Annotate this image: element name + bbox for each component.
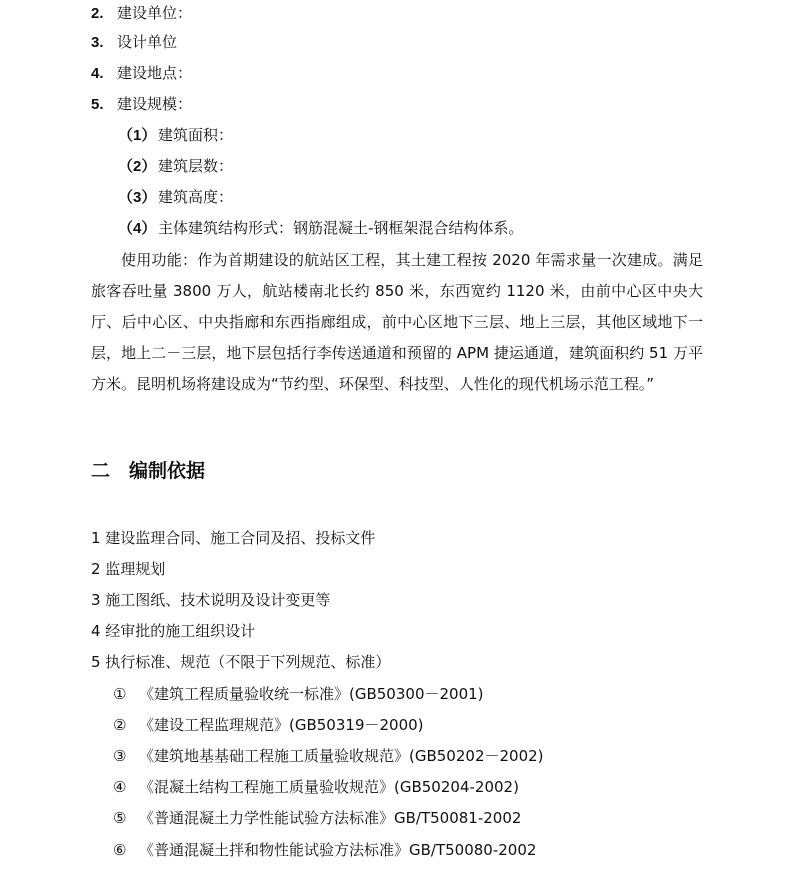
scale-item (118, 187, 233, 208)
circled-number: ⑥ (113, 841, 127, 859)
project-item (91, 3, 192, 24)
standard-item (113, 715, 424, 735)
usage-text: 使用功能：作为首期建设的航站区工程，其土建工程按 2020 年需求量一次建成。满足旅客吞吐量 3800 万人，航站楼南北长约 850 米，东西宽约 1120 米，由前中心区中央大厅、后中心区、中央指廊和东西指廊组成，前中心区地下三层、地上三层，其他区域地下一层，地上二－三层，地下层包括行李传送通道和预留的 APM 捷运通道，建筑面积约 51 万平方米。昆明机场将建设成为“节约型、环保型、科技型、人性化的现代机场示范工程。” (91, 251, 703, 393)
standard-item (113, 777, 519, 797)
item-number: （4） (118, 220, 157, 237)
scale-item (118, 156, 233, 177)
item-label: 建设规模： (117, 95, 193, 113)
item-number: 2. (91, 5, 104, 22)
project-item (91, 94, 192, 115)
item-number: 5. (91, 96, 104, 113)
circled-number: ⑤ (113, 809, 127, 827)
standard-text: 《建筑地基基础工程施工质量验收规范》(GB50202－2002) (139, 747, 544, 765)
standard-item (113, 746, 544, 766)
standard-text: 《普通混凝土力学性能试验方法标准》GB/T50081-2002 (139, 809, 522, 827)
item-label: 建筑层数： (158, 157, 234, 175)
basis-item: 5 执行标准、规范（不限于下列规范、标准） (91, 653, 391, 671)
project-item (91, 32, 177, 53)
circled-number: ④ (113, 778, 127, 796)
item-label: 建设地点： (117, 64, 193, 82)
standard-text: 《建设工程监理规范》(GB50319－2000) (139, 716, 424, 734)
section-heading: 二 编制依据 (91, 460, 206, 482)
scale-item (118, 218, 523, 239)
basis-item: 2 监理规划 (91, 560, 166, 578)
item-number: 4. (91, 65, 104, 82)
item-label: 设计单位 (117, 33, 178, 51)
standard-item (113, 840, 536, 860)
item-label: 建筑高度： (158, 188, 234, 206)
circled-number: ① (113, 685, 127, 703)
scale-item (118, 125, 233, 146)
item-label: 主体建筑结构形式：钢筋混凝土-钢框架混合结构体系。 (158, 219, 524, 237)
item-number: （3） (118, 189, 157, 206)
standard-text: 《普通混凝土拌和物性能试验方法标准》GB/T50080-2002 (139, 841, 537, 859)
project-item (91, 63, 192, 84)
item-label: 建设单位： (117, 4, 193, 22)
standard-item (113, 808, 521, 828)
item-number: （1） (118, 127, 157, 144)
basis-item: 4 经审批的施工组织设计 (91, 622, 256, 640)
usage-paragraph (91, 245, 703, 400)
item-number: （2） (118, 158, 157, 175)
item-number: 3. (91, 34, 104, 51)
basis-item: 3 施工图纸、技术说明及设计变更等 (91, 591, 331, 609)
circled-number: ③ (113, 747, 127, 765)
standard-text: 《建筑工程质量验收统一标准》(GB50300－2001) (139, 685, 484, 703)
circled-number: ② (113, 716, 127, 734)
standard-text: 《混凝土结构工程施工质量验收规范》(GB50204-2002) (139, 778, 519, 796)
basis-item: 1 建设监理合同、施工合同及招、投标文件 (91, 529, 376, 547)
standard-item (113, 684, 484, 704)
item-label: 建筑面积： (158, 126, 234, 144)
